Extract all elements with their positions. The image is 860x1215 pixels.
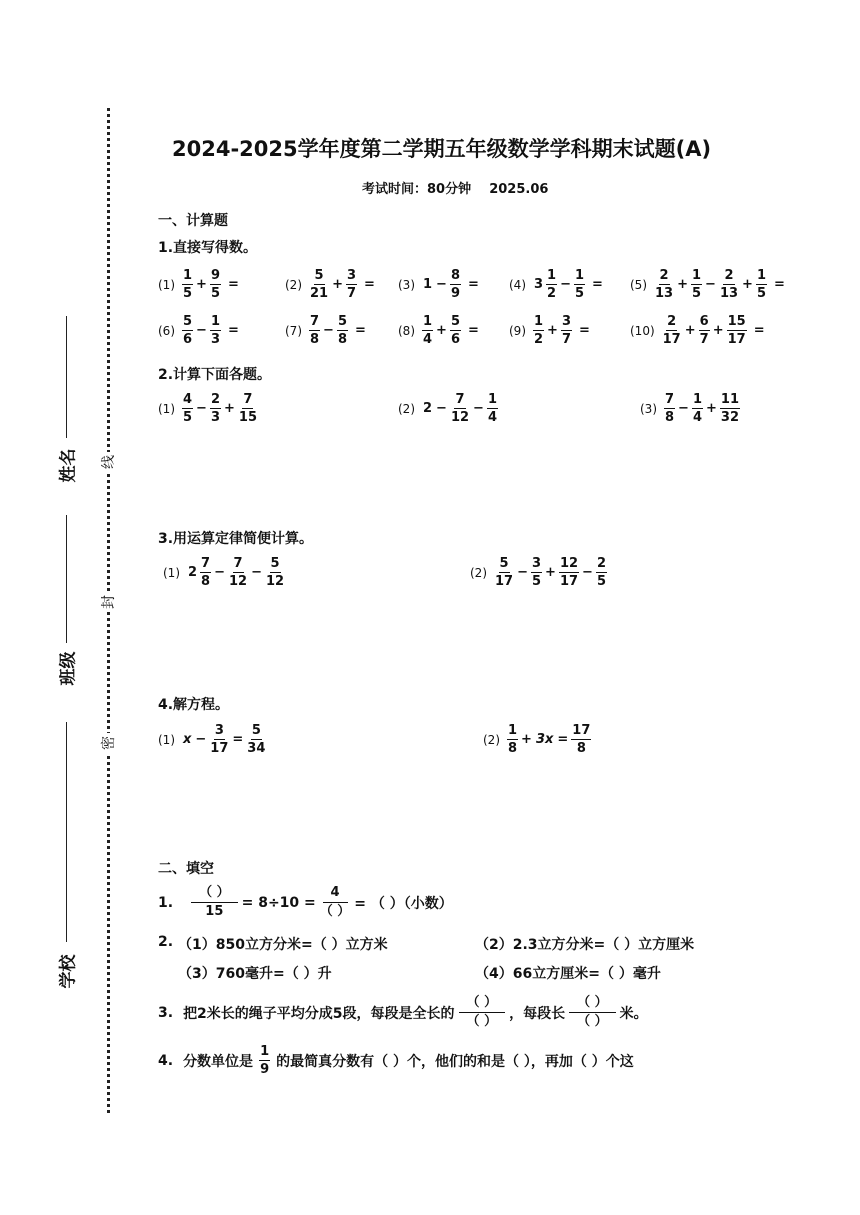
q1-item-6-number: (6) [158,323,175,338]
q1-item-2 [285,268,377,301]
q1-item-10-equals: = [753,323,765,338]
denominator: 8 [665,410,675,425]
numerator: 1 [575,268,585,283]
q1-item-2-fraction [309,268,329,301]
numerator: 5 [251,723,261,738]
q3-item-1-fraction [200,556,211,589]
q1-item-9-fraction [533,314,544,347]
q3-item-1-fraction [228,556,248,589]
denominator: 5 [183,286,193,301]
fill-q3 [158,994,648,1031]
q4-item-1-fraction [246,723,266,756]
numerator: 2 [724,268,734,283]
q1-item-10-term: + [712,323,724,338]
denominator: 7 [561,332,571,347]
q4-item-1-term: x [183,732,192,747]
q1-item-7-fraction [309,314,320,347]
numerator: 11 [720,392,739,407]
fill-q3-frac2 [569,994,616,1031]
q1-item-3-fraction [450,268,461,301]
q2-item-2-number: (2) [398,401,415,416]
q1-item-10 [630,314,767,347]
q1-item-9 [509,314,592,347]
q2-item-3-fraction [720,392,740,425]
numerator: 1 [692,268,702,283]
q3-item-2-fraction [494,556,514,589]
q2-title: 2.计算下面各题。 [158,367,272,383]
numerator: 2 [210,392,220,407]
fill-q3-frac1-den[interactable]: （ ） [466,1014,498,1029]
q1-item-1-fraction [210,268,221,301]
denominator: 8 [508,741,518,756]
q4-item-2 [483,723,592,756]
q2-item-1-fraction [210,392,221,425]
fill-q3-frac1 [459,994,506,1031]
q1-item-9-fraction [561,314,572,347]
denominator: 5 [692,286,702,301]
numerator: 7 [201,556,211,571]
q1-item-10-term: + [684,323,696,338]
fill-q4-frac [259,1044,270,1077]
q1-item-5-term: + [742,277,753,292]
q2-item-2-term: − [436,401,447,416]
numerator: 7 [243,392,253,407]
numerator: 3 [561,314,571,329]
denominator: 5 [756,286,766,301]
q1-item-6-equals: = [228,323,239,338]
q1-item-8-fraction [422,314,433,347]
q1-item-2-term: + [332,277,343,292]
denominator: 7 [347,286,357,301]
q1-item-4-fraction [546,268,557,301]
q4-item-1-fraction [209,723,229,756]
fill-q1-frac2-den[interactable]: （ ） [319,904,351,919]
denominator: 8 [201,574,211,589]
q4-item-2-number: (2) [483,732,500,747]
numerator: 1 [423,314,433,329]
denominator: 21 [310,286,329,301]
q3-item-2 [470,556,608,589]
denominator: 8 [337,332,347,347]
exam-subtitle: 考试时间：80分钟 2025.06 [362,182,549,197]
numerator: 2 [667,314,677,329]
q1-item-1-term: + [196,277,207,292]
name-label: 姓名 [58,448,79,483]
q4-item-2-fraction [507,723,518,756]
numerator: 6 [699,314,709,329]
denominator: 4 [692,410,702,425]
fill-q1-number: 1. [158,894,174,911]
q4-item-2-term: 3x [535,732,554,747]
q3-item-1-term: − [251,565,262,580]
school-label: 学校 [58,954,79,989]
q1-item-5 [630,268,787,301]
denominator: 6 [450,332,460,347]
numerator: 7 [665,392,675,407]
q1-item-10-fraction [699,314,710,347]
numerator: 3 [347,268,357,283]
seal-char-line: 线 [98,452,118,472]
q1-item-4-number: (4) [509,277,526,292]
q3-item-1 [163,556,286,589]
denominator: 3 [210,410,220,425]
denominator: 4 [487,410,497,425]
q2-item-2-term: − [473,401,484,416]
q4-item-2-fraction [571,723,591,756]
denominator: 8 [576,741,586,756]
denominator: 5 [210,286,220,301]
q1-item-5-fraction [654,268,674,301]
name-line [66,316,67,438]
q2-item-1-fraction [182,392,193,425]
fill-q4-text1: 分数单位是 [183,1053,254,1070]
q1-item-10-number: (10) [630,323,655,338]
q1-item-6-term: − [196,323,207,338]
fill-q2-b[interactable]: （2）2.3立方分米=（ ）立方厘米 [475,937,695,953]
q2-item-3-fraction [692,392,703,425]
q2-item-3-number: (3) [640,401,657,416]
fill-q3-frac2-num[interactable]: （ ） [569,994,616,1013]
q2-item-1-term: − [196,401,207,416]
q2-item-2-term: 2 [423,401,433,416]
q1-item-4 [509,268,605,301]
fill-q2-number: 2. [158,934,174,950]
q2-item-1 [158,392,259,425]
numerator: 1 [183,268,193,283]
denominator: 17 [559,574,579,589]
q3-item-2-term: + [545,565,556,580]
q1-item-8-term: + [436,323,447,338]
denominator: 3 [210,332,220,347]
q3-item-2-term: − [582,565,593,580]
q1-title: 1.直接写得数。 [158,240,258,256]
denominator: 17 [210,741,229,756]
denominator: 17 [662,332,681,347]
fill-q4-frac-num: 1 [260,1044,270,1059]
q1-item-10-fraction [727,314,747,347]
fill-q1-frac1-num[interactable]: （ ） [191,884,238,903]
denominator: 8 [310,332,320,347]
q3-item-2-term: − [517,565,528,580]
q1-item-10-fraction [662,314,682,347]
q3-item-2-fraction [531,556,542,589]
numerator: 1 [692,392,702,407]
q4-item-1-number: (1) [158,732,175,747]
seal-char-secret: 密 [98,733,118,753]
fill-q4-frac-den: 9 [260,1062,270,1077]
q1-item-7-term: − [323,323,334,338]
numerator: 4 [183,392,193,407]
q3-title: 3.用运算定律简便计算。 [158,531,314,547]
school-line [66,722,67,942]
q1-item-5-number: (5) [630,277,647,292]
section2-title: 二、填空 [158,861,214,877]
q1-item-9-number: (9) [509,323,526,338]
numerator: 5 [499,556,509,571]
q1-item-4-term: 3 [534,277,544,292]
fill-q2-d[interactable]: （4）66立方厘米=（ ）毫升 [475,966,661,982]
seal-char-seal: 封 [98,592,118,612]
denominator: 2 [547,286,557,301]
q1-item-5-equals: = [774,277,785,292]
numerator: 7 [310,314,320,329]
q1-item-5-fraction [756,268,767,301]
q4-item-1 [158,723,267,756]
q4-item-1-term: − [195,732,207,747]
numerator: 5 [337,314,347,329]
q1-item-4-equals: = [592,277,603,292]
q1-item-1-equals: = [228,277,239,292]
denominator: 5 [532,574,542,589]
denominator: 17 [727,332,746,347]
q1-item-6-fraction [210,314,221,347]
q1-item-6 [158,314,241,347]
denominator: 15 [238,410,257,425]
fill-q3-text1: 把2米长的绳子平均分成5段，每段是全长的 [183,1005,455,1022]
fill-q1-frac1 [191,884,238,921]
denominator: 12 [229,574,248,589]
q1-item-6-fraction [182,314,193,347]
numerator: 1 [534,314,544,329]
denominator: 34 [247,741,266,756]
q2-item-2 [398,392,499,425]
denominator: 12 [450,410,470,425]
q2-item-1-number: (1) [158,401,175,416]
q1-item-2-fraction [346,268,357,301]
section1-title: 一、计算题 [158,213,228,229]
q1-item-2-equals: = [364,277,375,292]
fill-q1-frac2 [320,884,351,921]
q2-item-3-term: − [678,401,689,416]
numerator: 15 [727,314,746,329]
numerator: 5 [183,314,193,329]
denominator: 9 [450,286,460,301]
denominator: 12 [266,574,285,589]
q1-item-7-equals: = [355,323,366,338]
q1-item-1-fraction [182,268,193,301]
q1-item-1-number: (1) [158,277,175,292]
q1-item-8-equals: = [468,323,479,338]
fill-q3-text3: 米。 [619,1005,648,1022]
numerator: 3 [532,556,542,571]
numerator: 2 [596,556,606,571]
denominator: 5 [596,574,606,589]
fill-q1 [158,884,453,921]
denominator: 13 [655,286,674,301]
fill-q3-number: 3. [158,1004,174,1021]
fill-q1-mid: = 8÷10 = [241,894,316,911]
numerator: 7 [455,392,465,407]
numerator: 1 [508,723,518,738]
q4-title: 4.解方程。 [158,697,230,713]
fill-q3-text2: ，每段长 [509,1005,566,1022]
fill-q3-frac2-den[interactable]: （ ） [577,1014,608,1029]
q2-item-3 [640,392,741,425]
q1-item-1 [158,268,241,301]
denominator: 32 [720,410,739,425]
fill-q4-text2: 的最简真分数有（ ）个，他们的和是（ ），再加（ ）个这 [276,1053,634,1070]
denominator: 13 [719,286,739,301]
fill-q1-frac1-den: 15 [205,904,224,919]
page-title: 2024-2025学年度第二学期五年级数学学科期末试题(A) [172,137,712,161]
q1-item-3-equals: = [468,277,479,292]
denominator: 7 [699,332,709,347]
numerator: 12 [559,556,579,571]
q1-item-7-fraction [337,314,348,347]
q1-item-5-term: + [677,277,688,292]
denominator: 4 [423,332,433,347]
numerator: 5 [314,268,324,283]
numerator: 2 [659,268,669,283]
q2-item-1-term: + [224,401,235,416]
numerator: 9 [210,268,220,283]
fill-q1-frac2-num: 4 [323,884,348,903]
q1-item-5-fraction [719,268,739,301]
q1-item-5-fraction [691,268,702,301]
fill-q2-a[interactable]: （1）850立方分米=（ ）立方米 [178,937,388,953]
numerator: 8 [450,268,460,283]
numerator: 3 [214,723,224,738]
q3-item-2-number: (2) [470,565,487,580]
q1-item-3 [398,268,481,301]
q1-item-9-term: + [547,323,558,338]
fill-q1-tail: = （ ）（小数） [354,895,453,912]
numerator: 1 [210,314,220,329]
numerator: 1 [547,268,557,283]
class-label: 班级 [58,651,79,686]
numerator: 5 [270,556,280,571]
denominator: 6 [183,332,193,347]
q1-item-3-term: − [436,277,447,292]
fill-q2-c[interactable]: （3）760毫升=（ ）升 [178,966,332,982]
q2-item-3-fraction [664,392,675,425]
denominator: 5 [575,286,585,301]
q1-item-3-term: 1 [423,277,433,292]
q3-item-1-fraction [265,556,285,589]
q1-item-9-equals: = [579,323,590,338]
class-line [66,515,67,643]
numerator: 17 [572,723,591,738]
q1-item-2-number: (2) [285,277,302,292]
fill-q3-frac1-num[interactable]: （ ） [459,994,506,1013]
fill-q4-number: 4. [158,1052,174,1069]
q4-item-2-term: + [521,732,532,747]
q4-item-1-term: = [232,732,244,747]
q2-item-1-fraction [238,392,258,425]
q3-item-2-fraction [559,556,579,589]
q1-item-4-fraction [574,268,585,301]
q1-item-8 [398,314,481,347]
q1-item-8-fraction [450,314,461,347]
q1-item-4-term: − [560,277,571,292]
q3-item-1-number: (1) [163,565,180,580]
denominator: 17 [495,574,514,589]
denominator: 2 [534,332,544,347]
numerator: 1 [487,392,497,407]
q1-item-7 [285,314,368,347]
q4-item-2-term: = [557,732,569,747]
q3-item-2-fraction [596,556,607,589]
numerator: 5 [450,314,460,329]
fill-q4 [158,1044,634,1077]
numerator: 7 [233,556,243,571]
q3-item-1-term: 2 [188,565,198,580]
q1-item-3-number: (3) [398,277,415,292]
numerator: 1 [756,268,766,283]
q3-item-1-term: − [214,565,225,580]
q2-item-2-fraction [487,392,498,425]
q1-item-5-term: − [705,277,716,292]
denominator: 5 [183,410,193,425]
q2-item-3-term: + [706,401,717,416]
q2-item-2-fraction [450,392,470,425]
q1-item-8-number: (8) [398,323,415,338]
q1-item-7-number: (7) [285,323,302,338]
